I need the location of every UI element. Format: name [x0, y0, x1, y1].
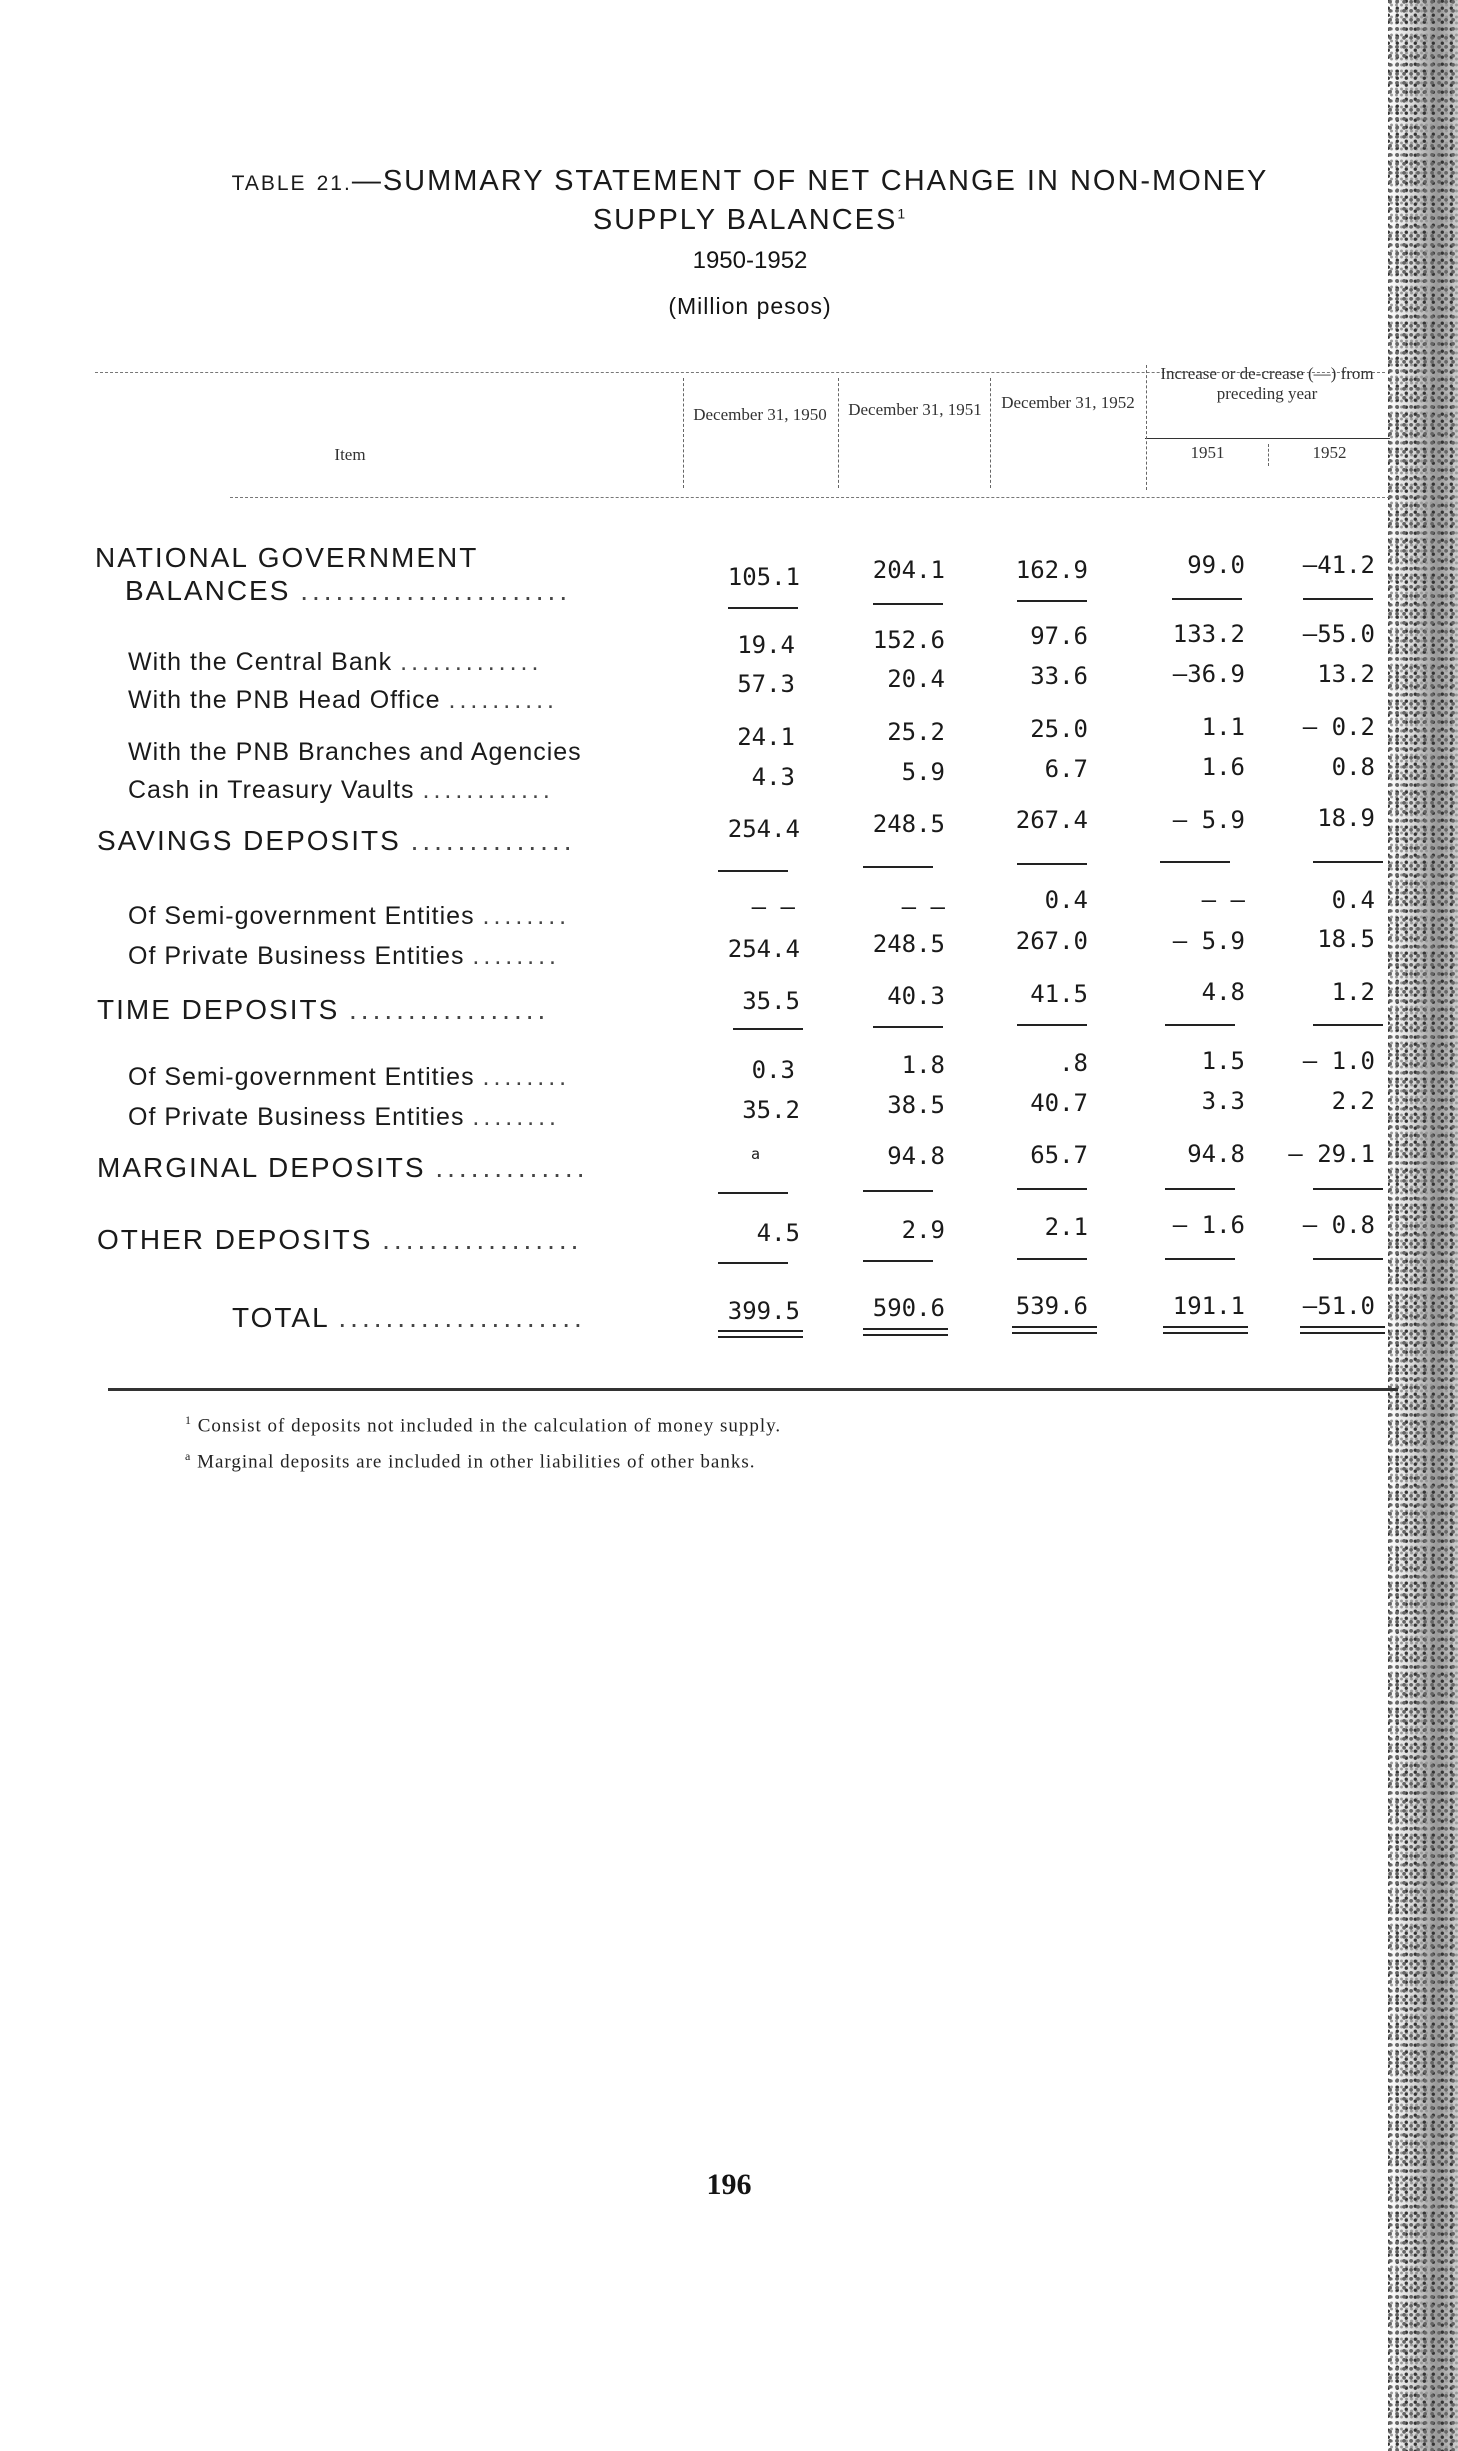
subtotal-rule [1165, 1188, 1235, 1190]
subtotal-rule [1313, 1024, 1383, 1026]
subtotal-rule [1160, 861, 1230, 863]
cell-value: 133.2 [1172, 620, 1245, 648]
cell-value: 0.4 [1331, 886, 1375, 914]
subtotal-rule [873, 1026, 943, 1028]
table-units: (Million pesos) [668, 293, 832, 319]
cell-value: 18.9 [1317, 804, 1375, 832]
col-header-1951: December 31, 1951 [848, 400, 982, 419]
cell-value: 57.3 [737, 670, 795, 698]
row-label: Cash in Treasury Vaults ............ [128, 776, 554, 804]
cell-value: 267.4 [1015, 806, 1088, 834]
subtotal-rule [1017, 1024, 1087, 1026]
cell-value-total: 399.5 [727, 1297, 800, 1325]
cell-value: 1.6 [1201, 753, 1245, 781]
cell-value: 25.0 [1030, 715, 1088, 743]
cell-value: 41.5 [1030, 980, 1088, 1008]
table-title-line2: SUPPLY BALANCES$^1$ [592, 204, 908, 236]
cell-value: 35.2 [742, 1096, 800, 1124]
header-bottom-rule [230, 497, 1390, 498]
cell-footnote-mark: a [750, 1145, 760, 1163]
cell-value: 2.1 [1044, 1213, 1088, 1241]
row-label: With the Central Bank ............. [128, 648, 543, 676]
cell-value: 24.1 [737, 723, 795, 751]
cell-value: — — [1201, 886, 1245, 914]
cell-value: 0.8 [1331, 753, 1375, 781]
cell-value: 94.8 [887, 1142, 945, 1170]
cell-value: 0.4 [1044, 886, 1088, 914]
col-header-change-1952: 1952 [1312, 443, 1347, 462]
row-label: Of Private Business Entities ........ [128, 1103, 560, 1131]
cell-value: 4.3 [751, 763, 795, 791]
subtotal-rule [728, 607, 798, 609]
table-title: TABLE 21.—SUMMARY STATEMENT OF NET CHANGE IN NON-MONEY [231, 165, 1269, 197]
cell-value: 25.2 [887, 718, 945, 746]
col-divider-1 [683, 378, 684, 488]
row-label-total: TOTAL ..................... [232, 1302, 586, 1333]
col-divider-2 [838, 378, 839, 488]
cell-value: 19.4 [737, 631, 795, 659]
torn-page-edge [1388, 0, 1458, 2451]
total-double-rule [863, 1328, 948, 1336]
cell-value: 152.6 [872, 626, 945, 654]
cell-value: 4.5 [756, 1219, 800, 1247]
col-divider-3 [990, 378, 991, 488]
cell-value: — — [751, 893, 795, 921]
cell-value: 4.8 [1201, 978, 1245, 1006]
subtotal-rule [718, 1262, 788, 1264]
total-double-rule [1300, 1326, 1385, 1334]
subtotal-rule [1165, 1024, 1235, 1026]
cell-value: 5.9 [901, 758, 945, 786]
row-label: With the PNB Head Office .......... [128, 686, 558, 714]
change-subheader-rule [1145, 438, 1390, 439]
cell-value: 0.3 [751, 1056, 795, 1084]
cell-value: — 5.9 [1172, 927, 1245, 955]
subtotal-rule [1313, 1188, 1383, 1190]
cell-value: 204.1 [872, 556, 945, 584]
total-double-rule [1012, 1326, 1097, 1334]
subtotal-rule [1165, 1258, 1235, 1260]
table-period: 1950-1952 [692, 247, 808, 274]
cell-value: 99.0 [1187, 551, 1245, 579]
page-number: 196 [706, 2168, 752, 2201]
cell-value-total: 590.6 [872, 1294, 945, 1322]
col-header-1950: December 31, 1950 [693, 405, 827, 424]
total-double-rule [718, 1330, 803, 1338]
total-double-rule [1163, 1326, 1248, 1334]
cell-value: 1.2 [1331, 978, 1375, 1006]
row-label: Of Semi-government Entities ........ [128, 1063, 571, 1091]
cell-value: 248.5 [872, 810, 945, 838]
subtotal-rule [718, 870, 788, 872]
row-label-savings-deposits: SAVINGS DEPOSITS .............. [97, 825, 576, 856]
table-title-block [150, 165, 1350, 320]
cell-value: .8 [1059, 1049, 1088, 1077]
cell-value: 13.2 [1317, 660, 1375, 688]
subtotal-rule [1303, 598, 1373, 600]
cell-value: 254.4 [727, 935, 800, 963]
col-divider-4 [1146, 365, 1147, 490]
cell-value: 40.7 [1030, 1089, 1088, 1117]
cell-value: 248.5 [872, 930, 945, 958]
cell-value: 254.4 [727, 815, 800, 843]
subtotal-rule [1172, 598, 1242, 600]
cell-value: 33.6 [1030, 662, 1088, 690]
cell-value: — 1.0 [1302, 1047, 1375, 1075]
subtotal-rule [863, 1190, 933, 1192]
cell-value: — 0.2 [1302, 713, 1375, 741]
subtotal-rule [1017, 1188, 1087, 1190]
cell-value: 18.5 [1317, 925, 1375, 953]
cell-value: 65.7 [1030, 1141, 1088, 1169]
subtotal-rule [863, 866, 933, 868]
cell-value: — — [901, 893, 945, 921]
row-label-national-government-line2: BALANCES ....................... [125, 575, 572, 606]
row-label-national-government-line1: NATIONAL GOVERNMENT [95, 542, 479, 573]
cell-value: 2.2 [1331, 1087, 1375, 1115]
cell-value-total: 539.6 [1015, 1292, 1088, 1320]
subtotal-rule [718, 1192, 788, 1194]
row-label-time-deposits: TIME DEPOSITS ................. [97, 994, 550, 1025]
subtotal-rule [1017, 863, 1087, 865]
cell-value: 1.5 [1201, 1047, 1245, 1075]
cell-value: —36.9 [1172, 660, 1245, 688]
cell-value: 94.8 [1187, 1140, 1245, 1168]
subtotal-rule [863, 1260, 933, 1262]
subtotal-rule [1017, 1258, 1087, 1260]
cell-value: 97.6 [1030, 622, 1088, 650]
cell-value: 105.1 [727, 563, 800, 591]
subtotal-rule [733, 1028, 803, 1030]
cell-value: —41.2 [1302, 551, 1375, 579]
cell-value: 38.5 [887, 1091, 945, 1119]
subtotal-rule [1313, 861, 1383, 863]
cell-value: 6.7 [1044, 755, 1088, 783]
cell-value: —55.0 [1302, 620, 1375, 648]
cell-value: 35.5 [742, 987, 800, 1015]
cell-value: 40.3 [887, 982, 945, 1010]
col-header-change: Increase or de-crease (—) from preceding year [1160, 364, 1374, 403]
cell-value: 2.9 [901, 1216, 945, 1244]
col-header-1952: December 31, 1952 [1001, 393, 1135, 412]
footnote-a: $^a$ Marginal deposits are included in other liabilities of other banks. [185, 1449, 756, 1473]
col-header-change-1951: 1951 [1190, 443, 1225, 462]
cell-value: 267.0 [1015, 927, 1088, 955]
cell-value: — 29.1 [1288, 1140, 1375, 1168]
cell-value: — 1.6 [1172, 1211, 1245, 1239]
col-divider-5 [1268, 444, 1269, 466]
cell-value-total: —51.0 [1302, 1292, 1375, 1320]
col-header-item: Item [334, 445, 366, 464]
cell-value: 3.3 [1201, 1087, 1245, 1115]
cell-value-total: 191.1 [1172, 1292, 1245, 1320]
cell-value: 162.9 [1015, 556, 1088, 584]
cell-value: 20.4 [887, 665, 945, 693]
row-label-marginal-deposits: MARGINAL DEPOSITS ............. [97, 1152, 589, 1183]
row-label: With the PNB Branches and Agencies [128, 738, 582, 766]
row-label-other-deposits: OTHER DEPOSITS ................. [97, 1224, 583, 1255]
row-label: Of Semi-government Entities ........ [128, 902, 571, 930]
subtotal-rule [873, 603, 943, 605]
cell-value: 1.1 [1201, 713, 1245, 741]
row-label: Of Private Business Entities ........ [128, 942, 560, 970]
subtotal-rule [1313, 1258, 1383, 1260]
cell-value: 1.8 [901, 1051, 945, 1079]
table-bottom-rule [108, 1388, 1398, 1391]
cell-value: — 5.9 [1172, 806, 1245, 834]
subtotal-rule [1017, 600, 1087, 602]
cell-value: — 0.8 [1302, 1211, 1375, 1239]
footnote-1: $^1$ Consist of deposits not included in the calculation of money supply. [185, 1413, 782, 1437]
